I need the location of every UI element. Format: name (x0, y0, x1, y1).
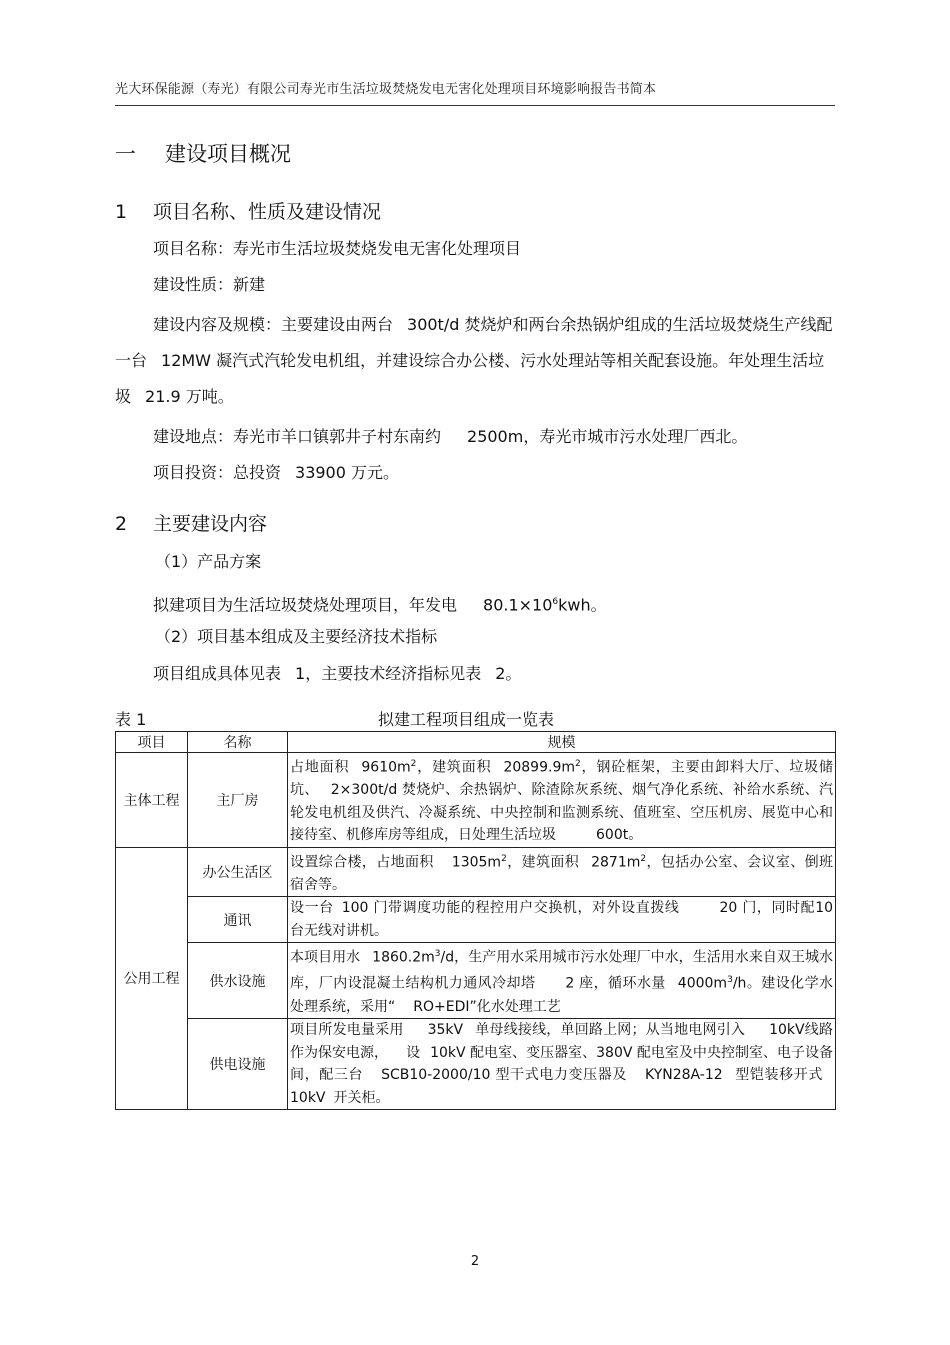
row-name: 供水设施 (188, 943, 288, 1019)
row-name: 供电设施 (188, 1019, 288, 1110)
product-plan-paragraph (115, 584, 835, 623)
row-description: 设置综合楼，占地面积 $1305m^2$，建筑面积 $2871m^2$，包括办公室、会议室、倒班宿舍等。 (288, 847, 836, 897)
location-text-a: 建设地点：寿光市羊口镇郭井子村东南约 (153, 427, 442, 446)
tables-reference-paragraph (115, 656, 835, 692)
project-nature-paragraph: 建设性质：新建 (153, 275, 266, 294)
tables-text-a: 项目组成具体见表 (153, 664, 282, 683)
project-composition-table (115, 731, 836, 1110)
header-scale: 规模 (288, 732, 836, 753)
product-text-c: kwh。 (558, 595, 607, 615)
invest-text-a: 项目投资：总投资 (153, 463, 282, 482)
table-label: 表 1 (115, 710, 147, 729)
row-description: 项目所发电量采用 35kV 单母线接线，单回路上网；从当地电网引入 10kV线路作为保安电源， 设 10kV 配电室、变压器室、380V 配电室及中央控制室、电子设备间，配三台 SCB10-2000/10 型干式电力变压器及 KYN28A-12 型铠装移开式10kV 开关柜。 (288, 1019, 836, 1110)
row-name: 通讯 (188, 897, 288, 943)
product-plan-heading: （1）产品方案 (155, 552, 262, 571)
table-row (116, 847, 836, 897)
page-number: 2 (470, 1254, 480, 1269)
project-category-main: 主体工程 (116, 753, 188, 848)
document-header: 光大环保能源（寿光）有限公司寿光市生活垃圾焚烧发电无害化处理项目环境影响报告书简本 (115, 78, 835, 106)
table-row (116, 1019, 836, 1110)
location-text-b: 2500m，寿光市城市污水处理厂西北。 (467, 427, 748, 446)
project-scale-paragraph (115, 307, 835, 415)
table-row (116, 897, 836, 943)
row-description: 设一台 100 门带调度功能的程控用户交换机，对外设直拨线 20 门，同时配10 台无线对讲机。 (288, 897, 836, 943)
product-exponent: 6 (552, 597, 559, 607)
row-description: 本项目用水 $1860.2m^3/d$，生产用水采用城市污水处理厂中水，生活用水来自双王城水库，厂内设混凝土结构机力通风冷却塔 2 座，循环水量 $4000m^3/h$。建设化学水处理系统，采用“ RO+EDI”化水处理工艺 (288, 943, 836, 1019)
section-title: 建设项目概况 (165, 142, 291, 166)
table-title: 拟建工程项目组成一览表 (378, 710, 555, 729)
subsection-heading-1 (115, 197, 381, 224)
project-name-paragraph: 项目名称：寿光市生活垃圾焚烧发电无害化处理项目 (153, 239, 522, 258)
header-project: 项目 (116, 732, 188, 753)
composition-heading: （2）项目基本组成及主要经济技术指标 (155, 627, 438, 646)
project-location-paragraph (115, 419, 835, 455)
subsection-heading-2 (115, 509, 267, 536)
table-row (116, 753, 836, 848)
header-name: 名称 (188, 732, 288, 753)
scale-text-b: 300t/d 焚烧炉和两台余热锅炉组成的生活垃圾焚烧生产线配一台 (115, 315, 833, 370)
project-investment-paragraph (115, 455, 835, 491)
tables-text-c: 2。 (495, 664, 522, 683)
section-heading (115, 138, 291, 168)
table-header-row (116, 732, 836, 753)
scale-text-a: 建设内容及规模：主要建设由两台 (153, 315, 394, 334)
product-text-b: 80.1×10 (483, 595, 553, 615)
subsection-number: 1 (115, 201, 128, 223)
subsection-title: 主要建设内容 (153, 513, 268, 535)
invest-text-b: 33900 万元。 (295, 463, 400, 482)
scale-text-c: 12MW 凝汽式汽轮发电机组，并建设综合办公楼、污水处理站等相关配套设施。年处理生活垃圾 (115, 351, 825, 406)
section-number: 一 (115, 142, 136, 166)
row-description: 占地面积 $9610m^2$，建筑面积 $20899.9m^2$，钢砼框架，主要由卸料大厅、垃圾储坑、 2×300t/d 焚烧炉、余热锅炉、除渣除灰系统、烟气净化系统、补给水系统、汽轮发电机组及供汽、冷凝系统、中央控制和监测系统、值班室、空压机房、展览中心和接待室、机修库房等组成，日处理生活垃圾 600t。 (288, 753, 836, 848)
row-name: 主厂房 (188, 753, 288, 848)
project-category-public: 公用工程 (116, 847, 188, 1109)
tables-text-b: 1，主要技术经济指标见表 (295, 664, 482, 683)
table-row (116, 943, 836, 1019)
row-name: 办公生活区 (188, 847, 288, 897)
subsection-title: 项目名称、性质及建设情况 (153, 201, 382, 223)
scale-text-d: 21.9 万吨。 (145, 387, 234, 406)
product-text-a: 拟建项目为生活垃圾焚烧处理项目，年发电 (153, 595, 458, 615)
subsection-number: 2 (115, 513, 128, 535)
